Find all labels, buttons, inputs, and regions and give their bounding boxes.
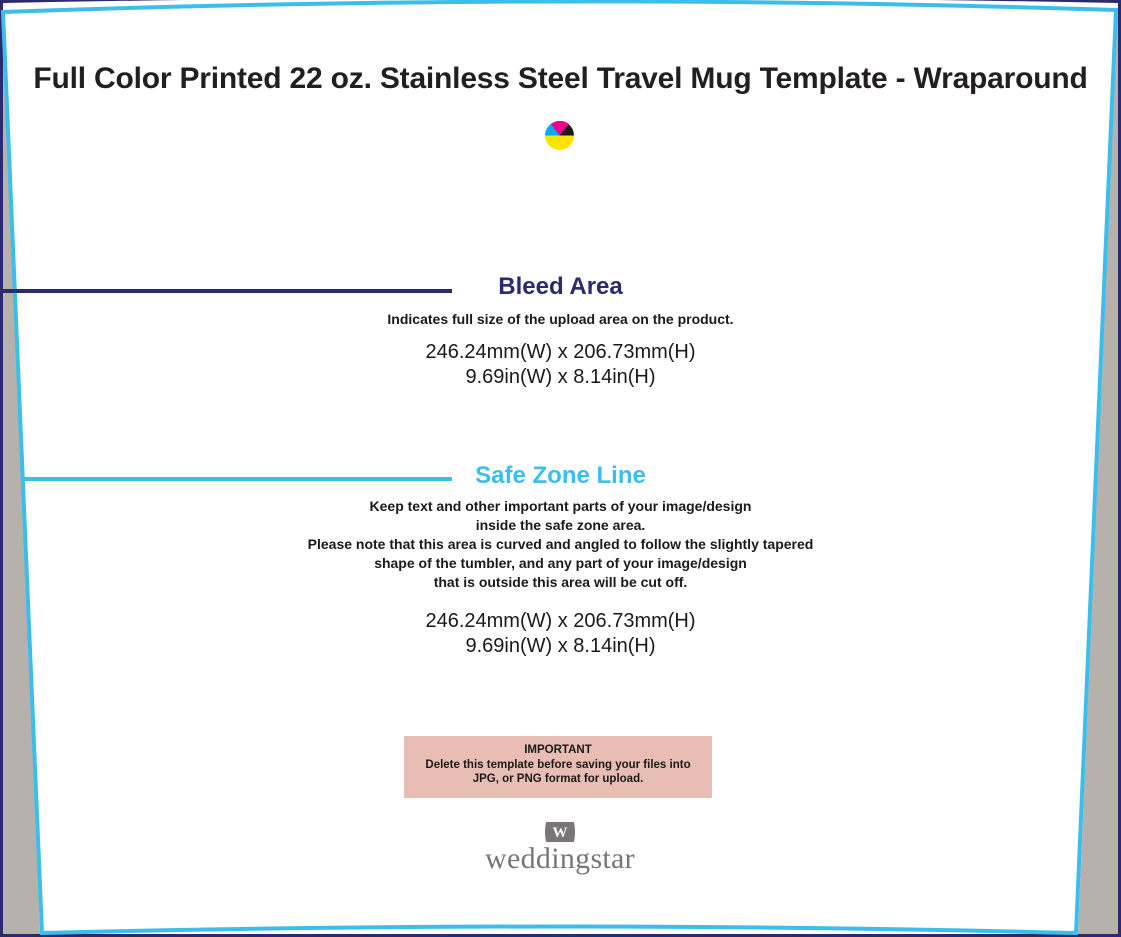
- bleed-area-description: Indicates full size of the upload area on the product.: [387, 311, 734, 327]
- bleed-size-mm: 246.24mm(W) x 206.73mm(H): [425, 341, 696, 363]
- safe-size-mm: 246.24mm(W) x 206.73mm(H): [425, 610, 696, 632]
- safe-zone-line-2: inside the safe zone area.: [475, 517, 646, 533]
- safe-zone-line-5: that is outside this area will be cut off.: [433, 574, 688, 590]
- safe-size-in: 9.69in(W) x 8.14in(H): [465, 635, 656, 657]
- notice-heading: IMPORTANT: [524, 744, 592, 756]
- bleed-area-dimensions: [0, 340, 1121, 390]
- cmyk-registration-icon: [545, 121, 574, 150]
- bleed-size-in: 9.69in(W) x 8.14in(H): [465, 366, 656, 388]
- logo-wordmark: weddingstar: [485, 842, 635, 875]
- safe-zone-dimensions: [0, 609, 1121, 659]
- safe-zone-description: [0, 497, 1121, 592]
- page-title: Full Color Printed 22 oz. Stainless Steel Travel Mug Template - Wraparound: [33, 62, 1088, 95]
- safe-zone-line-3: Please note that this area is curved and angled to follow the slightly tapered: [307, 536, 814, 552]
- logo-monogram: W: [552, 825, 568, 841]
- weddingstar-logo-mark-icon: [543, 820, 577, 844]
- notice-line-2: JPG, or PNG format for upload.: [472, 773, 644, 785]
- safe-zone-heading: Safe Zone Line: [475, 462, 646, 489]
- bleed-area-heading: Bleed Area: [498, 273, 623, 300]
- important-notice: [404, 736, 712, 798]
- safe-zone-line-1: Keep text and other important parts of your image/design: [369, 498, 752, 514]
- weddingstar-logo: [470, 820, 650, 876]
- safe-zone-line-4: shape of the tumbler, and any part of your image/design: [374, 555, 747, 571]
- notice-line-1: Delete this template before saving your files into: [425, 758, 691, 771]
